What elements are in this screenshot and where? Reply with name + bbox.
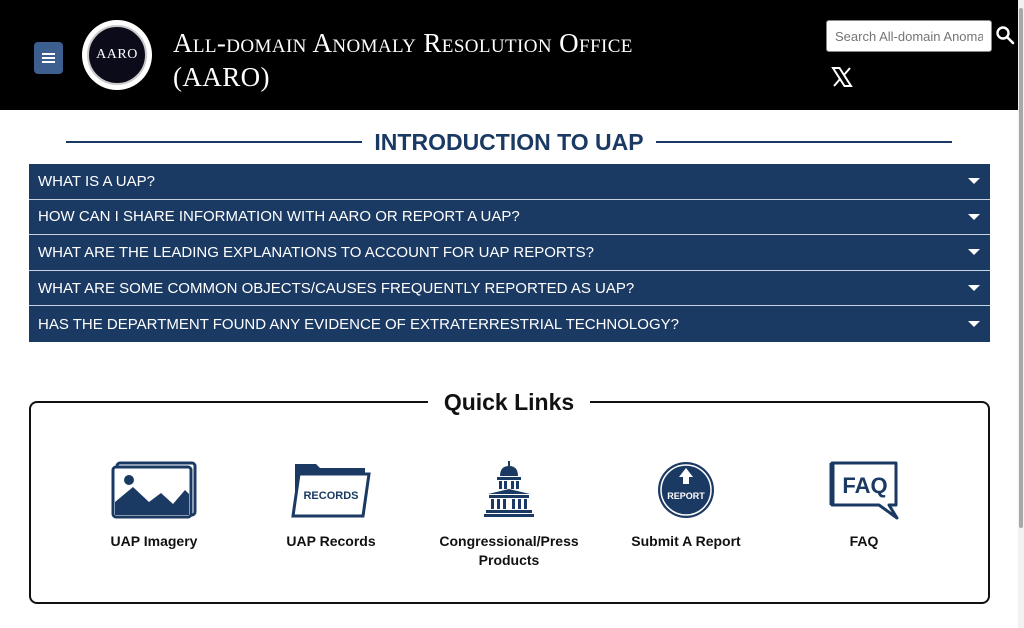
quick-link-uap-records[interactable] (251, 460, 411, 551)
hamburger-icon (42, 51, 55, 65)
logo-text: AARO (87, 25, 147, 85)
faq-bubble-icon (819, 460, 909, 520)
aaro-logo[interactable] (82, 20, 152, 90)
intro-heading: INTRODUCTION TO UAP (374, 128, 644, 155)
accordion-item-label: WHAT ARE SOME COMMON OBJECTS/CAUSES FREQUENTLY REPORTED AS UAP? (38, 279, 635, 297)
quick-link-label: Submit A Report (631, 533, 741, 549)
accordion-item-label: WHAT IS A UAP? (38, 172, 155, 190)
heading-rule-left (66, 141, 362, 143)
menu-button[interactable] (34, 42, 63, 74)
accordion-item-extraterrestrial-evidence[interactable] (29, 306, 990, 342)
caret-down-icon (968, 249, 980, 255)
intro-heading-row (66, 128, 952, 156)
report-icon-text: REPORT (667, 491, 705, 501)
heading-rule-right (656, 141, 952, 143)
quick-link-submit-report[interactable] (606, 460, 766, 551)
image-icon (109, 460, 199, 520)
accordion-item-common-objects[interactable] (29, 271, 990, 307)
scrollbar-thumb[interactable] (1019, 8, 1023, 528)
accordion-item-what-is-uap[interactable] (29, 164, 990, 200)
caret-down-icon (968, 285, 980, 291)
search-icon[interactable] (995, 25, 1015, 45)
x-twitter-icon[interactable] (831, 66, 853, 88)
quick-links-heading: Quick Links (428, 388, 590, 416)
quick-link-label: UAP Records (286, 533, 376, 549)
report-upload-icon (641, 460, 731, 520)
quick-link-uap-imagery[interactable] (74, 460, 234, 551)
accordion-item-leading-explanations[interactable] (29, 235, 990, 271)
quick-link-label: FAQ (849, 533, 879, 549)
quick-link-congressional-press[interactable] (429, 460, 589, 570)
search-input[interactable] (826, 20, 992, 52)
uap-faq-accordion (29, 164, 990, 342)
faq-icon-text: FAQ (842, 473, 888, 498)
caret-down-icon (968, 321, 980, 327)
accordion-item-label: HOW CAN I SHARE INFORMATION WITH AARO OR REPORT A UAP? (38, 208, 520, 226)
site-title-line2: (AARO) (173, 62, 270, 92)
quick-link-label: UAP Imagery (110, 533, 198, 549)
accordion-item-label: WHAT ARE THE LEADING EXPLANATIONS TO ACCOUNT FOR UAP REPORTS? (38, 243, 594, 261)
records-icon-text: RECORDS (303, 490, 359, 502)
quick-link-label: Congressional/Press Products (439, 533, 579, 568)
capitol-icon (464, 460, 554, 520)
accordion-item-share-information[interactable] (29, 200, 990, 236)
site-title-line1: All-domain Anomaly Resolution Office (173, 28, 633, 58)
records-folder-icon (286, 460, 376, 520)
site-title[interactable] (173, 26, 633, 94)
caret-down-icon (968, 178, 980, 184)
caret-down-icon (968, 214, 980, 220)
accordion-item-label: HAS THE DEPARTMENT FOUND ANY EVIDENCE OF EXTRATERRESTRIAL TECHNOLOGY? (38, 315, 679, 333)
quick-link-faq[interactable] (784, 460, 944, 551)
site-header (0, 0, 1018, 110)
